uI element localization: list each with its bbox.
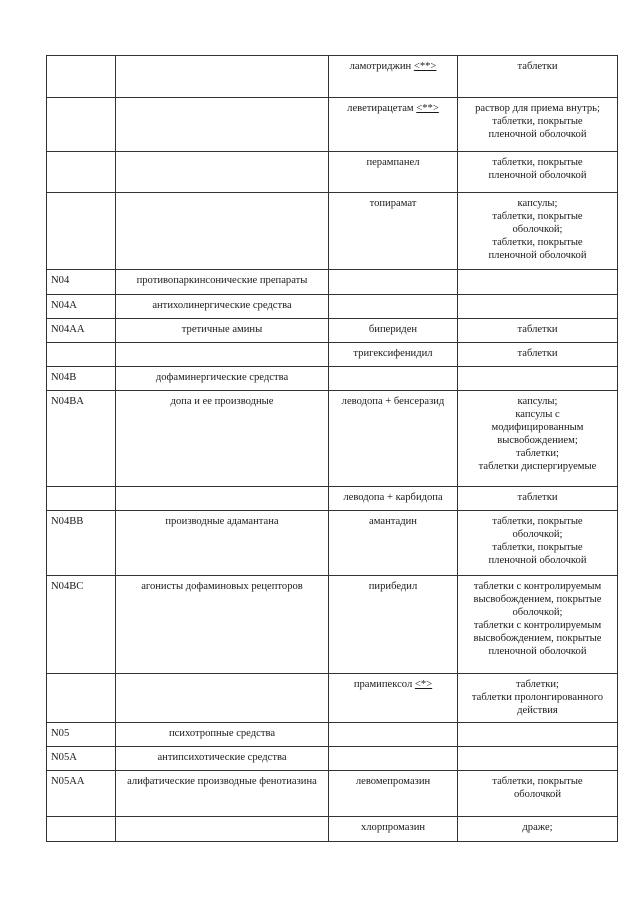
- atc-code-cell: N05AA: [47, 771, 116, 817]
- atc-code-cell: N04BA: [47, 391, 116, 487]
- drug-name: топирамат: [369, 198, 417, 209]
- atc-code-cell: [47, 98, 116, 152]
- drug-name: амантадин: [369, 516, 417, 527]
- dosage-form-cell: [458, 723, 618, 747]
- table-row: [47, 747, 618, 771]
- drug-name-cell: [329, 319, 458, 343]
- dosage-form-line: таблетки: [517, 324, 558, 335]
- table-row: [47, 817, 618, 842]
- group-name-cell: [116, 674, 329, 723]
- table-row: [47, 270, 618, 295]
- dosage-form-line: капсулы с: [515, 409, 560, 420]
- atc-code-cell: [47, 343, 116, 367]
- drug-name-cell: [329, 152, 458, 193]
- dosage-form-line: оболочкой;: [512, 224, 563, 235]
- dosage-form-line: высвобождением, покрытые: [473, 633, 602, 644]
- drug-name-cell: [329, 747, 458, 771]
- dosage-form-line: таблетки с контролируемым: [473, 581, 602, 592]
- table-row: [47, 193, 618, 270]
- dosage-form-cell: [458, 391, 618, 487]
- dosage-form-cell: [458, 511, 618, 576]
- table-row: [47, 723, 618, 747]
- dosage-form-cell: [458, 295, 618, 319]
- footnote-reference: <*>: [414, 679, 433, 690]
- dosage-form-line: пленочной оболочкой: [488, 250, 587, 261]
- group-name-cell: производные адамантана: [116, 511, 329, 576]
- dosage-form-line: раствор для приема внутрь;: [475, 103, 600, 114]
- drug-name-cell: [329, 391, 458, 487]
- table-row: [47, 367, 618, 391]
- table-row: [47, 295, 618, 319]
- group-name-cell: [116, 152, 329, 193]
- dosage-form-line: таблетки с контролируемым: [473, 620, 602, 631]
- dosage-form-cell: [458, 270, 618, 295]
- drug-name: пирибедил: [368, 581, 418, 592]
- atc-code-cell: [47, 817, 116, 842]
- dosage-form-cell: [458, 771, 618, 817]
- group-name-cell: алифатические производные фенотиазина: [116, 771, 329, 817]
- dosage-form-line: таблетки, покрытые: [492, 157, 583, 168]
- group-name-cell: противопаркинсонические препараты: [116, 270, 329, 295]
- table-row: [47, 98, 618, 152]
- dosage-form-line: таблетки, покрытые: [492, 516, 583, 527]
- dosage-form-line: капсулы;: [517, 198, 558, 209]
- atc-code-cell: N04: [47, 270, 116, 295]
- group-name-cell: допа и ее производные: [116, 391, 329, 487]
- group-name-cell: антихолинергические средства: [116, 295, 329, 319]
- group-name-cell: антипсихотические средства: [116, 747, 329, 771]
- drug-name-cell: [329, 193, 458, 270]
- drug-name-cell: [329, 367, 458, 391]
- drug-name-cell: [329, 343, 458, 367]
- table-row: [47, 674, 618, 723]
- dosage-form-cell: [458, 193, 618, 270]
- table-row: [47, 343, 618, 367]
- drug-name: леводопа + карбидопа: [343, 492, 443, 503]
- dosage-form-cell: [458, 56, 618, 98]
- dosage-form-line: таблетки: [517, 61, 558, 72]
- atc-code-cell: N04BB: [47, 511, 116, 576]
- atc-code-cell: N04B: [47, 367, 116, 391]
- dosage-form-cell: [458, 367, 618, 391]
- dosage-form-cell: [458, 98, 618, 152]
- table-row: [47, 511, 618, 576]
- dosage-form-line: пленочной оболочкой: [488, 646, 587, 657]
- drug-name-cell: [329, 295, 458, 319]
- atc-code-cell: N04AA: [47, 319, 116, 343]
- dosage-form-line: драже;: [522, 822, 553, 833]
- atc-code-cell: [47, 674, 116, 723]
- group-name-cell: [116, 343, 329, 367]
- dosage-form-cell: [458, 343, 618, 367]
- atc-code-cell: [47, 152, 116, 193]
- dosage-form-line: высвобождением;: [497, 435, 578, 446]
- footnote-reference: <**>: [416, 103, 439, 114]
- medicines-table: [46, 55, 618, 842]
- dosage-form-cell: [458, 487, 618, 511]
- group-name-cell: агонисты дофаминовых рецепторов: [116, 576, 329, 674]
- dosage-form-line: модифицированным: [491, 422, 584, 433]
- group-name-cell: психотропные средства: [116, 723, 329, 747]
- atc-code-cell: [47, 193, 116, 270]
- dosage-form-line: таблетки, покрытые: [492, 116, 583, 127]
- dosage-form-line: таблетки пролонгированного: [471, 692, 604, 703]
- footnote-reference: <**>: [413, 61, 437, 72]
- dosage-form-line: пленочной оболочкой: [488, 555, 587, 566]
- atc-code-cell: [47, 56, 116, 98]
- table-row: [47, 391, 618, 487]
- table-row: [47, 576, 618, 674]
- dosage-form-line: оболочкой: [513, 789, 562, 800]
- dosage-form-cell: [458, 152, 618, 193]
- drug-name: тригексифенидил: [353, 348, 433, 359]
- atc-code-cell: N05A: [47, 747, 116, 771]
- drug-name: ламотриджин: [349, 61, 412, 72]
- dosage-form-line: таблетки;: [516, 448, 559, 459]
- drug-name-cell: [329, 487, 458, 511]
- group-name-cell: [116, 193, 329, 270]
- group-name-cell: [116, 56, 329, 98]
- table-row: [47, 319, 618, 343]
- dosage-form-cell: [458, 674, 618, 723]
- drug-name-cell: [329, 98, 458, 152]
- dosage-form-line: действия: [517, 705, 558, 716]
- dosage-form-cell: [458, 576, 618, 674]
- table-row: [47, 152, 618, 193]
- dosage-form-line: оболочкой;: [512, 529, 563, 540]
- drug-name-cell: [329, 817, 458, 842]
- drug-name-cell: [329, 270, 458, 295]
- table-row: [47, 771, 618, 817]
- drug-name-cell: [329, 674, 458, 723]
- group-name-cell: [116, 98, 329, 152]
- table-row: [47, 56, 618, 98]
- group-name-cell: третичные амины: [116, 319, 329, 343]
- group-name-cell: дофаминергические средства: [116, 367, 329, 391]
- dosage-form-line: высвобождением, покрытые: [473, 594, 602, 605]
- drug-name: левомепромазин: [355, 776, 431, 787]
- drug-name-cell: [329, 723, 458, 747]
- atc-code-cell: N04BC: [47, 576, 116, 674]
- dosage-form-line: таблетки, покрытые: [492, 237, 583, 248]
- group-name-cell: [116, 817, 329, 842]
- dosage-form-line: таблетки, покрытые: [492, 542, 583, 553]
- drug-name: леводопа + бенсеразид: [341, 396, 445, 407]
- drug-name-cell: [329, 511, 458, 576]
- atc-code-cell: [47, 487, 116, 511]
- drug-name: прамипексол: [353, 679, 413, 690]
- table-row: [47, 487, 618, 511]
- group-name-cell: [116, 487, 329, 511]
- atc-code-cell: N05: [47, 723, 116, 747]
- dosage-form-cell: [458, 817, 618, 842]
- drug-name: перампанел: [366, 157, 420, 168]
- dosage-form-line: капсулы;: [517, 396, 558, 407]
- dosage-form-line: пленочной оболочкой: [488, 129, 587, 140]
- dosage-form-line: таблетки диспергируемые: [478, 461, 597, 472]
- atc-code-cell: N04A: [47, 295, 116, 319]
- drug-name: бипериден: [368, 324, 418, 335]
- dosage-form-cell: [458, 747, 618, 771]
- dosage-form-line: оболочкой;: [512, 607, 563, 618]
- dosage-form-cell: [458, 319, 618, 343]
- dosage-form-line: таблетки, покрытые: [492, 211, 583, 222]
- dosage-form-line: таблетки: [517, 348, 558, 359]
- dosage-form-line: таблетки;: [516, 679, 559, 690]
- dosage-form-line: таблетки: [517, 492, 558, 503]
- drug-name-cell: [329, 771, 458, 817]
- dosage-form-line: пленочной оболочкой: [488, 170, 587, 181]
- dosage-form-line: таблетки, покрытые: [492, 776, 583, 787]
- drug-name-cell: [329, 56, 458, 98]
- drug-name-cell: [329, 576, 458, 674]
- drug-name: леветирацетам: [347, 103, 414, 114]
- drug-name: хлорпромазин: [360, 822, 426, 833]
